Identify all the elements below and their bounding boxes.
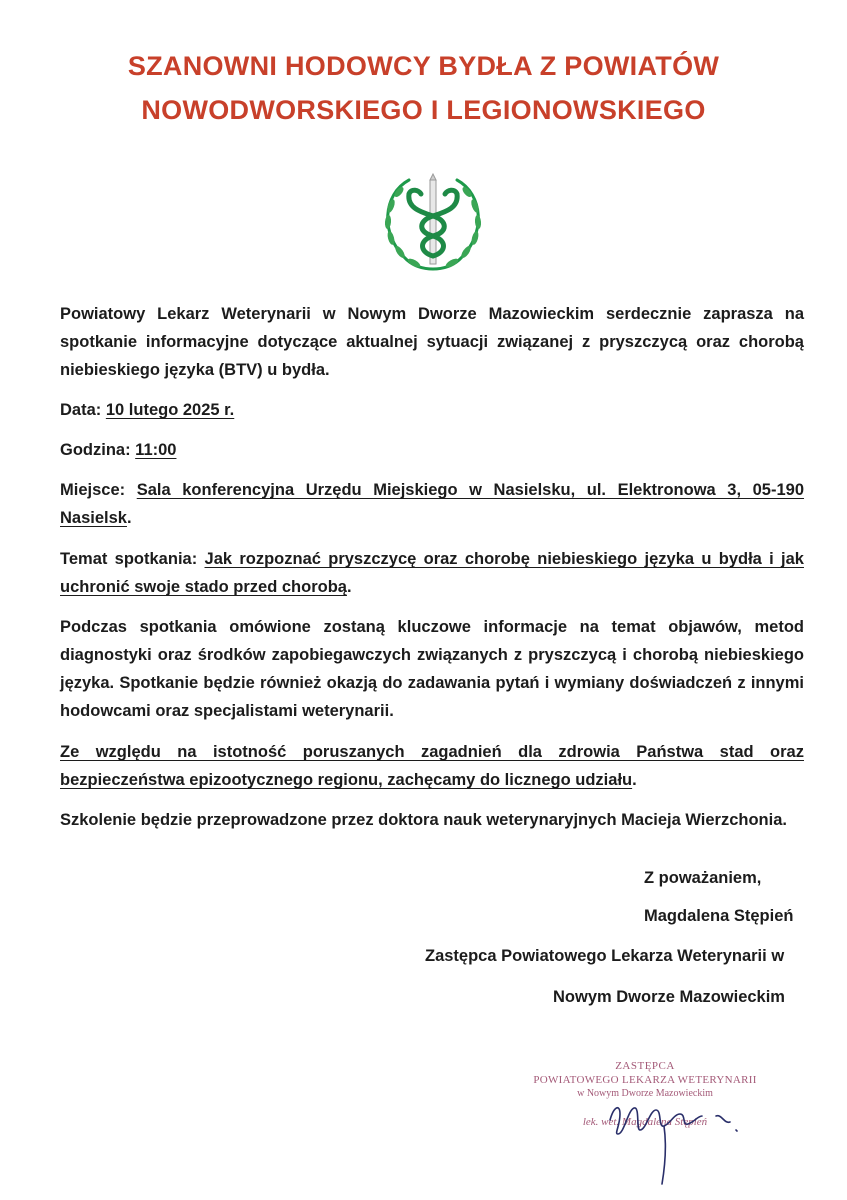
date-value: 10 lutego 2025 r. bbox=[105, 401, 235, 419]
signer-role-line-2: Nowym Dworze Mazowieckim bbox=[553, 988, 785, 1006]
date-line bbox=[60, 396, 804, 424]
signer-name: Magdalena Stępień bbox=[644, 907, 794, 925]
veterinary-caduceus-wreath-icon bbox=[369, 172, 497, 272]
topic-value: Jak rozpoznać pryszczycę oraz chorobę niebieskiego języka u bydła i jak uchronić swoje stado przed chorobą bbox=[60, 550, 804, 596]
training-paragraph: Szkolenie będzie przeprowadzone przez doktora nauk weterynaryjnych Macieja Wierzchonia. bbox=[60, 811, 787, 829]
body-paragraph: Podczas spotkania omówione zostaną kluczowe informacje na temat objawów, metod diagnostyki oraz środków zapobiegawczych związanych z pryszczycą i chorobą niebieskiego języka. Spotkanie będzie również okazją do zadawania pytań i wymiany doświadczeń z innymi hodowcami oraz specjalistami weterynarii. bbox=[60, 618, 804, 720]
title-line-2: NOWODWORSKIEGO I LEGIONOWSKIEGO bbox=[141, 95, 706, 125]
appeal-paragraph: Ze względu na istotność poruszanych zagadnień dla zdrowia Państwa stad oraz bezpieczeństwa epizootycznego regionu, zachęcamy do licznego udziału. bbox=[60, 743, 804, 789]
time-value: 11:00 bbox=[135, 441, 177, 459]
handwritten-signature bbox=[590, 1080, 750, 1190]
time-line bbox=[60, 436, 804, 464]
stamp-line-4: lek. wet. Magdalena Stępień bbox=[582, 1116, 708, 1128]
stamp-line-3: w Nowym Dworze Mazowieckim bbox=[577, 1088, 713, 1099]
stamp-line-2: POWIATOWEGO LEKARZA WETERYNARII bbox=[533, 1074, 757, 1086]
closing-greeting: Z poważaniem, bbox=[644, 869, 762, 887]
stamp-line-1: ZASTĘPCA bbox=[615, 1060, 675, 1072]
time-label: Godzina: bbox=[60, 441, 131, 459]
place-label: Miejsce: bbox=[60, 481, 126, 499]
topic-label: Temat spotkania: bbox=[60, 550, 198, 568]
intro-paragraph: Powiatowy Lekarz Weterynarii w Nowym Dworze Mazowieckim serdecznie zaprasza na spotkanie informacyjne dotyczące aktualnej sytuacji związanej z pryszczycą oraz chorobą niebieskiego języka (BTV) u bydła. bbox=[60, 305, 804, 379]
place-line: Miejsce: Sala konferencyjna Urzędu Miejskiego w Nasielsku, ul. Elektronowa 3, 05-190 Nasielsk. bbox=[60, 481, 805, 527]
appeal-text: Ze względu na istotność poruszanych zagadnień dla zdrowia Państwa stad oraz bezpieczeństwa epizootycznego regionu, zachęcamy do licznego udziału bbox=[60, 743, 804, 789]
title-line-1: SZANOWNI HODOWCY BYDŁA Z POWIATÓW bbox=[127, 51, 720, 81]
topic-line: Temat spotkania: Jak rozpoznać pryszczycę oraz chorobę niebieskiego języka u bydła i jak uchronić swoje stado przed chorobą. bbox=[60, 550, 804, 596]
document-title bbox=[60, 44, 787, 132]
place-value: Sala konferencyjna Urzędu Miejskiego w Nasielsku, ul. Elektronowa 3, 05-190 Nasielsk bbox=[60, 481, 805, 527]
date-label: Data: bbox=[60, 401, 102, 419]
signer-role-line-1: Zastępca Powiatowego Lekarza Weterynarii w bbox=[425, 947, 785, 965]
